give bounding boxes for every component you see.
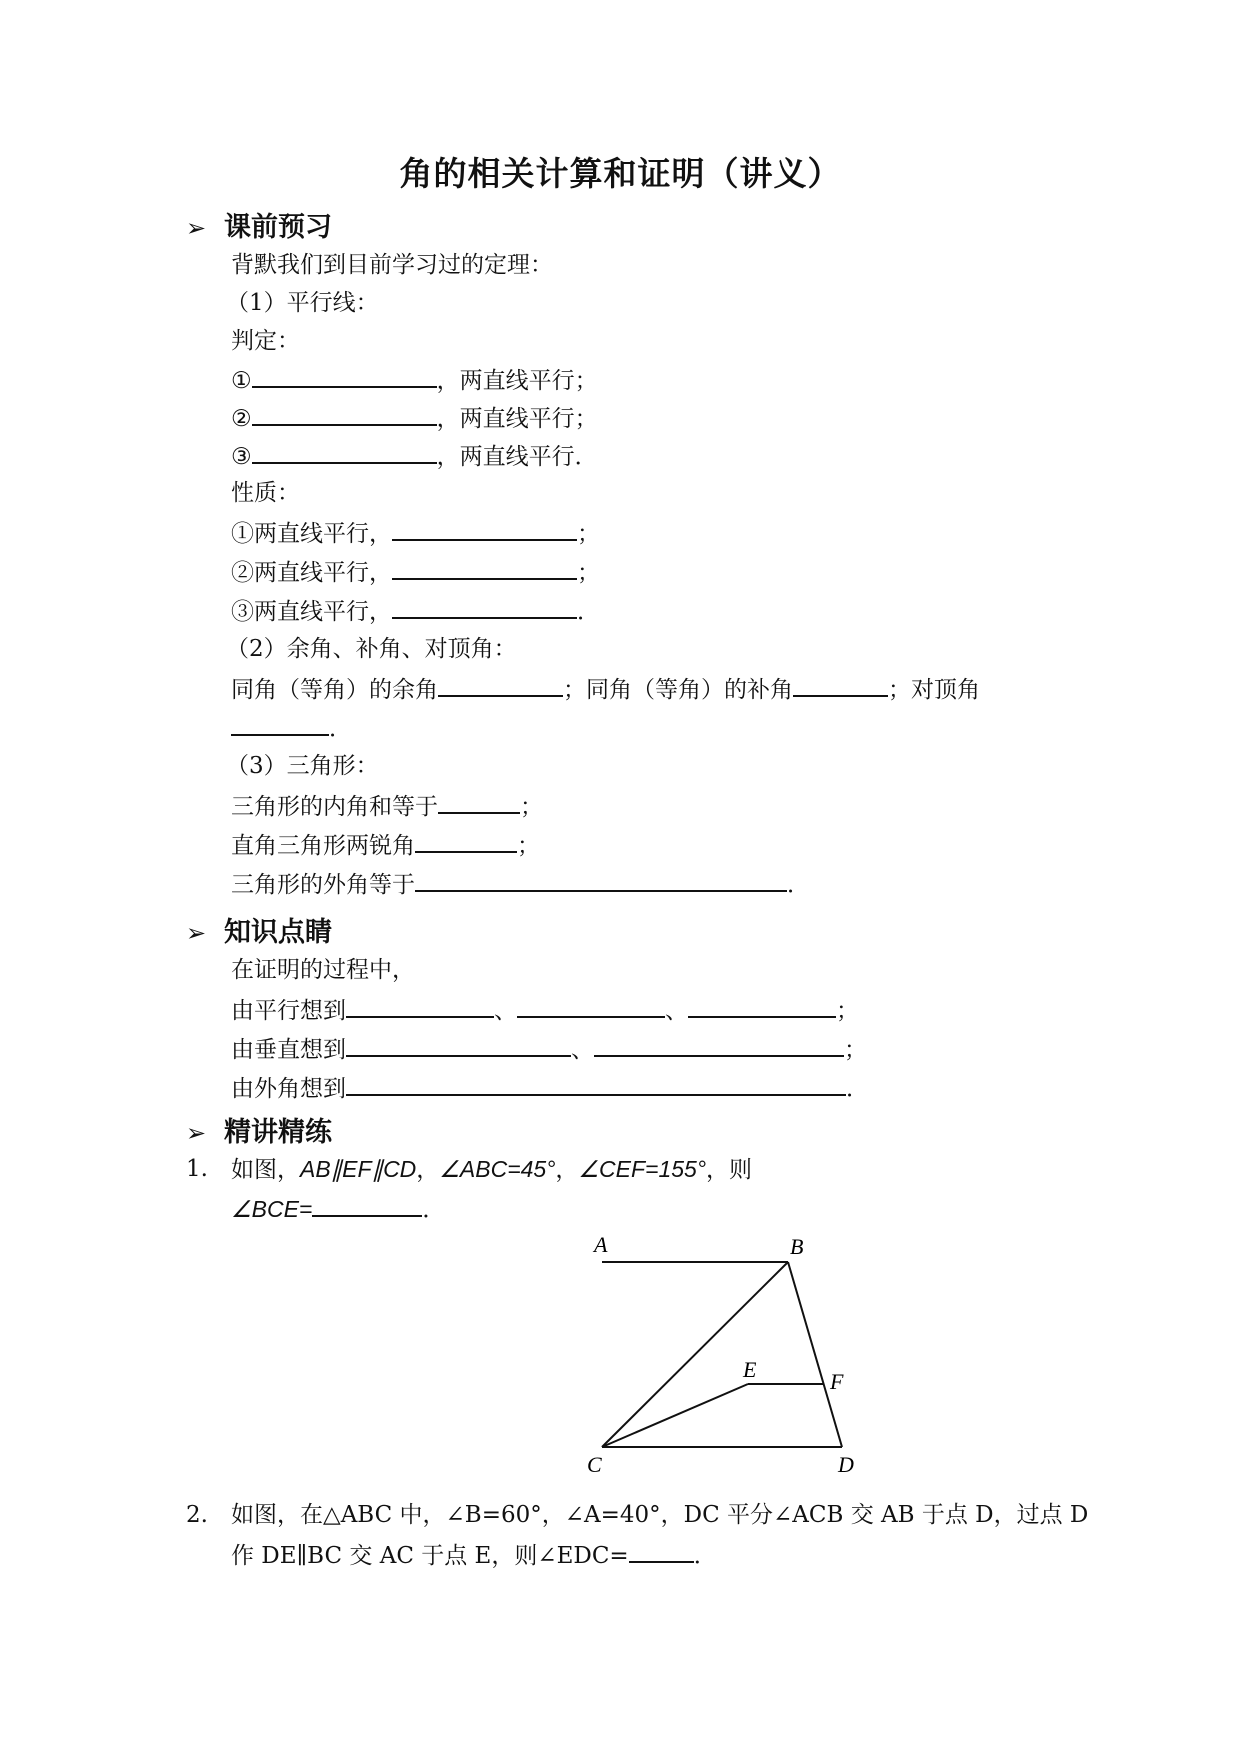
segment-BC [602,1262,788,1447]
problem-1-line-2: ∠BCE= ． [231,1193,445,1225]
point-label-D: D [838,1452,854,1477]
segment-CE [602,1384,748,1447]
geometry-figure [580,1222,880,1482]
preview-intro: 背默我们到目前学习过的定理： [231,252,553,278]
fill-blank[interactable] [346,1072,846,1096]
page-title: 角的相关计算和证明（讲义） [399,154,842,193]
fill-blank[interactable] [252,364,437,388]
fill-blank[interactable] [438,790,520,814]
property-label: 性质： [231,480,300,506]
section-title: 知识点睛 [224,917,332,948]
section-heading-preview [186,205,332,244]
keypoint-exterior: 由外角想到 ． [231,1072,869,1104]
point-label-E: E [743,1357,757,1382]
fill-blank[interactable] [252,402,437,426]
fill-blank[interactable] [346,1033,571,1057]
keypoints-intro: 在证明的过程中， [231,957,415,983]
triangle-line-2: 直角三角形两锐角 ； [231,829,540,861]
segment-BD [788,1262,842,1447]
fill-blank[interactable] [688,994,836,1018]
judge-item-1: ① ，两直线平行； [231,364,598,396]
angles-line: 同角（等角）的余角 ；同角（等角）的补角 ；对顶角 [231,673,980,705]
problem-1-number: 1. [186,1156,208,1182]
arrow-bullet-icon: ➢ [186,919,207,947]
property-item-2: ②两直线平行， ； [231,556,600,588]
fill-blank[interactable] [392,517,577,541]
answer-blank[interactable] [312,1193,422,1217]
fill-blank[interactable] [415,868,787,892]
answer-blank[interactable] [629,1539,694,1563]
fill-blank[interactable] [517,994,665,1018]
judge-label: 判定： [231,328,300,354]
judge-item-3: ③ ，两直线平行． [231,440,598,472]
fill-blank[interactable] [415,829,517,853]
fill-blank[interactable] [438,673,563,697]
arrow-bullet-icon: ➢ [186,214,207,242]
fill-blank[interactable] [392,556,577,580]
section-heading-keypoints [186,910,332,949]
fill-blank[interactable] [346,994,494,1018]
fill-blank[interactable] [231,712,329,736]
problem-2-number: 2. [186,1502,208,1528]
angles-line-cont: ． [231,712,352,744]
triangle-line-3: 三角形的外角等于 ． [231,868,810,900]
property-item-3: ③两直线平行， ． [231,595,600,627]
point-label-B: B [790,1234,804,1259]
problem-1-line-1: 如图，AB∥EF∥CD，∠ABC=45°，∠CEF=155°，则 [231,1156,753,1183]
point-label-A: A [594,1232,608,1257]
keypoint-parallel: 由平行想到 、 、 ； [231,994,859,1026]
section-title: 精讲精练 [224,1117,332,1148]
keypoint-perpendicular: 由垂直想到 、 ； [231,1033,867,1065]
fill-blank[interactable] [594,1033,844,1057]
parallel-heading: （1）平行线： [226,290,379,316]
fill-blank[interactable] [793,673,888,697]
triangle-heading: （3）三角形： [226,753,379,779]
triangle-line-1: 三角形的内角和等于 ； [231,790,543,822]
section-title: 课前预习 [224,212,332,243]
problem-2-line-2: 作 DE∥BC 交 AC 于点 E，则∠EDC= ． [231,1539,717,1571]
property-item-1: ①两直线平行， ； [231,517,600,549]
arrow-bullet-icon: ➢ [186,1119,207,1147]
section-heading-practice [186,1110,332,1149]
judge-item-2: ② ，两直线平行； [231,402,598,434]
point-label-C: C [587,1452,602,1477]
fill-blank[interactable] [392,595,577,619]
fill-blank[interactable] [252,440,437,464]
problem-2-line-1: 如图，在△ABC 中，∠B=60°，∠A=40°，DC 平分∠ACB 交 AB 于点 D，过点 D [231,1502,1089,1528]
point-label-F: F [830,1369,844,1394]
angles-heading: （2）余角、补角、对顶角： [226,636,517,662]
